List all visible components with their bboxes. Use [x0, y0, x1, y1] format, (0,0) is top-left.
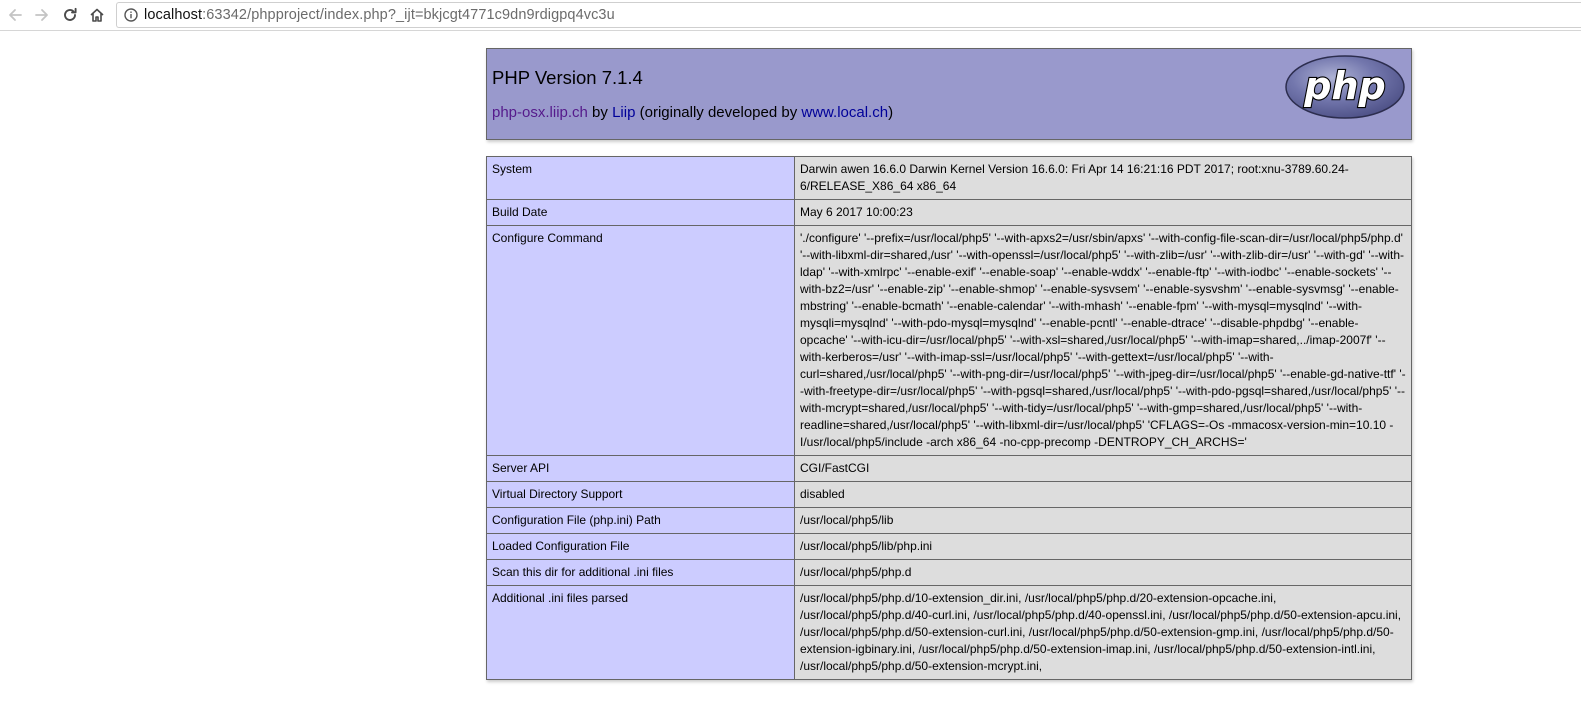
- row-value: CGI/FastCGI: [795, 456, 1412, 482]
- address-bar[interactable]: [116, 2, 1581, 28]
- close-paren: ): [888, 104, 894, 121]
- row-value: /usr/local/php5/lib/php.ini: [795, 534, 1412, 560]
- row-key: Build Date: [487, 200, 795, 226]
- row-key: Configuration File (php.ini) Path: [487, 508, 795, 534]
- row-key: System: [487, 157, 795, 200]
- info-table: [486, 156, 1412, 680]
- arrow-right-icon: [34, 7, 50, 23]
- row-value: /usr/local/php5/php.d/10-extension_dir.ini, /usr/local/php5/php.d/20-extension-opcache.ini, /usr/local/php5/php.d/40-curl.ini, /usr/local/php5/php.d/40-openssl.ini, /usr/local/php5/php.d/50-extension-apcu.ini, /usr/local/php5/php.d/50-extension-curl.ini, /usr/local/php5/php.d/50-extension-gmp.ini, /usr/local/php5/php.d/50-extension-igbinary.ini, /usr/local/php5/php.d/50-extension-imap.ini, /usr/local/php5/php.d/50-extension-intl.ini, /usr/local/php5/php.d/50-extension-mcrypt.ini,: [795, 586, 1412, 680]
- row-value: May 6 2017 10:00:23: [795, 200, 1412, 226]
- table-row: [487, 482, 1412, 508]
- row-value: disabled: [795, 482, 1412, 508]
- row-value: Darwin awen 16.6.0 Darwin Kernel Version 16.6.0: Fri Apr 14 16:21:16 PDT 2017; root:xnu-3789.60.24-6/RELEASE_X86_64 x86_64: [795, 157, 1412, 200]
- url-host: localhost: [144, 7, 203, 23]
- page-title: PHP Version 7.1.4: [492, 67, 643, 88]
- reload-icon: [62, 7, 78, 23]
- header-subtitle: [492, 104, 893, 121]
- php-osx-link[interactable]: php-osx.liip.ch: [492, 104, 588, 121]
- url-text[interactable]: [144, 7, 615, 23]
- row-value: './configure' '--prefix=/usr/local/php5' '--with-apxs2=/usr/sbin/apxs' '--with-config-file-scan-dir=/usr/local/php5/php.d' '--with-libxml-dir=shared,/usr' '--with-openssl=/usr/local/php5' '--with-zlib=/usr' '--with-zlib-dir=/usr' '--with-gd' '--with-ldap' '--with-xmlrpc' '--enable-exif' '--enable-soap' '--enable-wddx' '--enable-ftp' '--with-iodbc' '--enable-sockets' '--with-bz2=/usr' '--enable-zip' '--enable-shmop' '--enable-sysvsem' '--enable-sysvshm' '--enable-sysvmsg' '--enable-mbstring' '--enable-bcmath' '--enable-calendar' '--with-mhash' '--enable-fpm' '--with-mysql=mysqlnd' '--with-mysqli=mysqlnd' '--with-pdo-mysql=mysqlnd' '--enable-pcntl' '--enable-dtrace' '--disable-phpdbg' '--enable-opcache' '--with-icu-dir=/usr/local/php5' '--with-xsl=shared,/usr/local/php5' '--with-imap=shared,../imap-2007f' '--with-kerberos=/usr' '--with-imap-ssl=/usr/local/php5' '--with-gettext=/usr/local/php5' '--with-curl=shared,/usr/local/php5' '--with-png-dir=/usr/local/php5' '--with-jpeg-dir=/usr/local/php5' '--enable-gd-native-ttf' '--with-freetype-dir=/usr/local/php5' '--with-pgsql=shared,/usr/local/php5' '--with-pdo-pgsql=shared,/usr/local/php5' '--with-mcrypt=shared,/usr/local/php5' '--with-tidy=/usr/local/php5' '--with-gmp=shared,/usr/local/php5' '--with-readline=shared,/usr/local/php5' '--with-libxml-dir=/usr/local/php5' 'CFLAGS=-Os -mmacosx-version-min=10.10 -I/usr/local/php5/include -arch x86_64 -no-cpp-precomp -DENTROPY_CH_ARCHS=': [795, 226, 1412, 456]
- row-key: Additional .ini files parsed: [487, 586, 795, 680]
- row-key: Configure Command: [487, 226, 795, 456]
- back-button[interactable]: [2, 2, 28, 28]
- row-key: Loaded Configuration File: [487, 534, 795, 560]
- row-key: Scan this dir for additional .ini files: [487, 560, 795, 586]
- row-value: /usr/local/php5/php.d: [795, 560, 1412, 586]
- local-ch-link[interactable]: www.local.ch: [801, 104, 889, 121]
- by-text: by: [587, 104, 613, 121]
- home-button[interactable]: [84, 2, 110, 28]
- row-key: Server API: [487, 456, 795, 482]
- arrow-left-icon: [7, 7, 23, 23]
- row-value: /usr/local/php5/lib: [795, 508, 1412, 534]
- originally-text: (originally developed by: [635, 104, 802, 121]
- browser-toolbar: [0, 0, 1581, 31]
- table-row: [487, 200, 1412, 226]
- php-logo-text: php: [1304, 64, 1386, 108]
- liip-link[interactable]: Liip: [612, 104, 636, 121]
- table-row: [487, 586, 1412, 680]
- table-row: [487, 508, 1412, 534]
- forward-button[interactable]: [29, 2, 55, 28]
- phpinfo-container: [486, 48, 1412, 680]
- php-logo[interactable]: [1284, 54, 1406, 125]
- table-row: [487, 560, 1412, 586]
- info-icon[interactable]: [124, 8, 138, 22]
- home-icon: [89, 7, 105, 23]
- table-row: [487, 157, 1412, 200]
- table-row: [487, 534, 1412, 560]
- table-row: [487, 456, 1412, 482]
- url-path: :63342/phpproject/index.php?_ijt=bkjcgt4771c9dn9rdigpq4vc3u: [202, 7, 615, 23]
- table-row: [487, 226, 1412, 456]
- reload-button[interactable]: [57, 2, 83, 28]
- phpinfo-header: [486, 48, 1412, 140]
- row-key: Virtual Directory Support: [487, 482, 795, 508]
